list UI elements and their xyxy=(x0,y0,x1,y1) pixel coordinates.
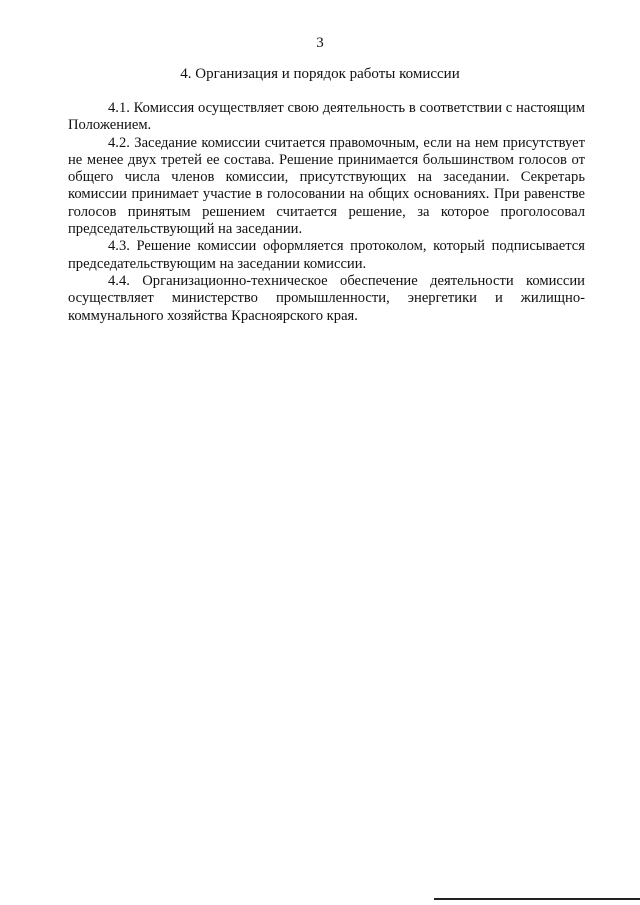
paragraph-4-1: 4.1. Комиссия осуществляет свою деятельность в соответствии с настоящим Положением. xyxy=(68,100,585,134)
paragraph-4-2: 4.2. Заседание комиссии считается правомочным, если на нем присутствует не менее двух третей ее состава. Решение принимается большинством голосов от общего числа членов комиссии, присутствующих на заседании. Секретарь комиссии принимает участие в голосовании на общих основаниях. При равенстве голосов принятым решением считается решение, за которое проголосовал председательствующий на заседании. xyxy=(68,134,585,238)
section-title: 4. Организация и порядок работы комиссии xyxy=(180,66,460,82)
paragraph-4-3: 4.3. Решение комиссии оформляется протоколом, который подписывается председательствующим на заседании комиссии. xyxy=(68,238,585,272)
scan-edge-line xyxy=(434,898,640,900)
page-number: 3 xyxy=(316,35,324,51)
section-body xyxy=(68,100,585,325)
paragraph-4-4: 4.4. Организационно-техническое обеспечение деятельности комиссии осуществляет министерство промышленности, энергетики и жилищно-коммунального хозяйства Красноярского края. xyxy=(68,272,585,324)
